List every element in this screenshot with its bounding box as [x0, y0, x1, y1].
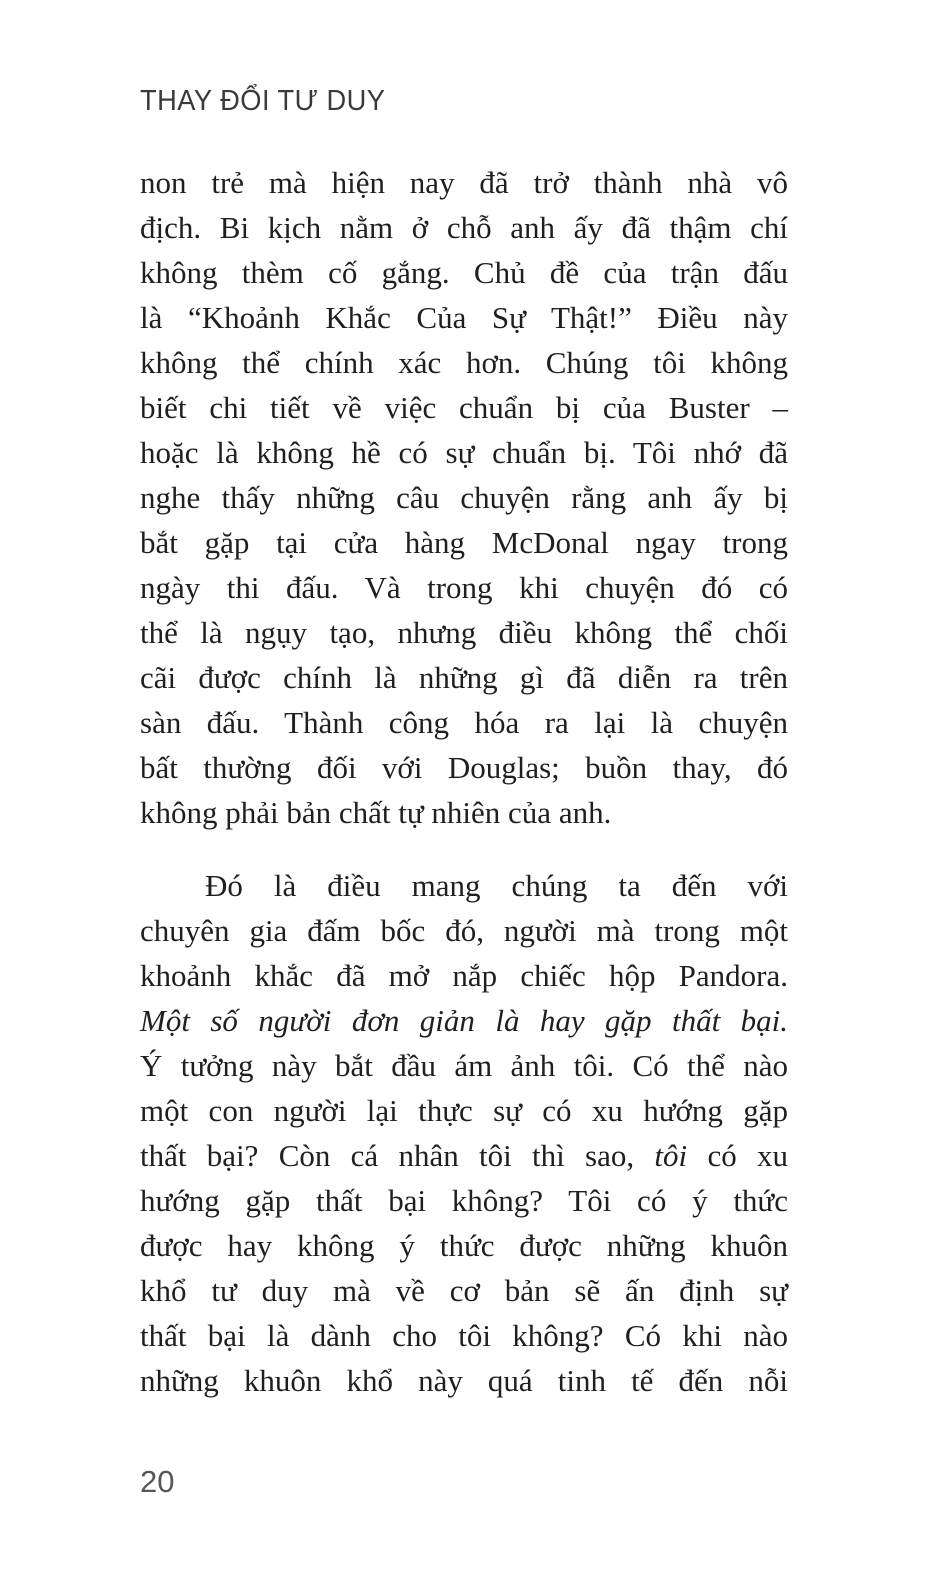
text-block	[140, 160, 788, 1403]
running-header: THAY ĐỔI TƯ DUY	[140, 85, 386, 117]
body-text: sàn đấu. Thành công hóa ra lại là chuyện	[140, 705, 788, 740]
body-text: ngày thi đấu. Và trong khi chuyện đó có	[140, 570, 788, 605]
body-text: thể là ngụy tạo, nhưng điều không thể chối	[140, 615, 788, 650]
text-line	[140, 655, 788, 700]
body-text: biết chi tiết về việc chuẩn bị của Buster –	[140, 390, 788, 425]
text-line	[140, 1178, 788, 1223]
emphasized-text: tôi	[654, 1138, 688, 1173]
body-text: không thể chính xác hơn. Chúng tôi không	[140, 345, 788, 380]
body-text: được hay không ý thức được những khuôn	[140, 1228, 788, 1263]
text-line	[140, 610, 788, 655]
text-line	[140, 1313, 788, 1358]
text-line	[140, 998, 788, 1043]
text-line	[140, 1268, 788, 1313]
body-text: hoặc là không hề có sự chuẩn bị. Tôi nhớ đã	[140, 435, 788, 470]
text-line	[140, 160, 788, 205]
text-line	[140, 1223, 788, 1268]
text-line	[140, 790, 788, 835]
text-line	[140, 700, 788, 745]
body-text: nghe thấy những câu chuyện rằng anh ấy bị	[140, 480, 788, 515]
text-line	[140, 250, 788, 295]
body-text: non trẻ mà hiện nay đã trở thành nhà vô	[140, 165, 788, 200]
body-text: không phải bản chất tự nhiên của anh.	[140, 795, 612, 830]
text-line	[140, 565, 788, 610]
body-text: bắt gặp tại cửa hàng McDonal ngay trong	[140, 525, 788, 560]
body-text: có xu	[687, 1138, 788, 1173]
body-text: thất bại là dành cho tôi không? Có khi nào	[140, 1318, 788, 1353]
paragraph-1	[140, 160, 788, 835]
text-line	[140, 1088, 788, 1133]
text-line	[140, 1133, 788, 1178]
body-text: những khuôn khổ này quá tinh tế đến nỗi	[140, 1363, 788, 1398]
text-line	[140, 745, 788, 790]
body-text: Đó là điều mang chúng ta đến với	[205, 868, 788, 903]
text-line	[140, 295, 788, 340]
paragraph-2	[140, 863, 788, 1403]
body-text: hướng gặp thất bại không? Tôi có ý thức	[140, 1183, 788, 1218]
body-text: là “Khoảnh Khắc Của Sự Thật!” Điều này	[140, 300, 788, 335]
page-number: 20	[140, 1464, 175, 1499]
emphasized-text: Một số người đơn giản là hay gặp thất bại.	[140, 1003, 788, 1038]
body-text: một con người lại thực sự có xu hướng gặp	[140, 1093, 788, 1128]
text-line	[140, 340, 788, 385]
body-text: bất thường đối với Douglas; buồn thay, đó	[140, 750, 788, 785]
body-text: không thèm cố gắng. Chủ đề của trận đấu	[140, 255, 788, 290]
text-line	[140, 205, 788, 250]
text-line	[140, 520, 788, 565]
text-line	[140, 1043, 788, 1088]
text-line	[140, 430, 788, 475]
body-text: khoảnh khắc đã mở nắp chiếc hộp Pandora.	[140, 958, 788, 993]
text-line	[140, 953, 788, 998]
text-line	[140, 475, 788, 520]
body-text: Ý tưởng này bắt đầu ám ảnh tôi. Có thể nào	[140, 1048, 788, 1083]
body-text: khổ tư duy mà về cơ bản sẽ ấn định sự	[140, 1273, 788, 1308]
text-line	[140, 863, 788, 908]
text-line	[140, 1358, 788, 1403]
text-line	[140, 385, 788, 430]
body-text: địch. Bi kịch nằm ở chỗ anh ấy đã thậm chí	[140, 210, 788, 245]
text-line	[140, 908, 788, 953]
body-text: cãi được chính là những gì đã diễn ra trên	[140, 660, 788, 695]
body-text: thất bại? Còn cá nhân tôi thì sao,	[140, 1138, 655, 1173]
body-text: chuyên gia đấm bốc đó, người mà trong một	[140, 913, 788, 948]
